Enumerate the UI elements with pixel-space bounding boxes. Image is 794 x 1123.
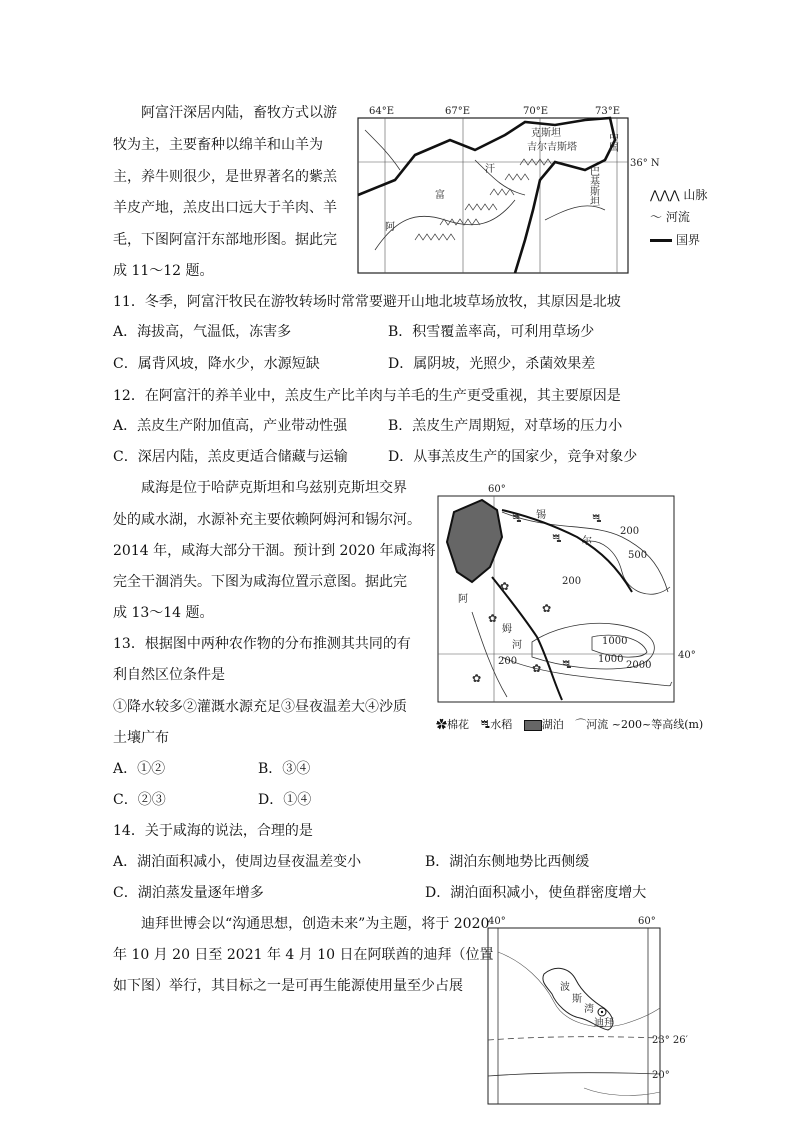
country-label: 克斯坦 [531,128,561,139]
cotton-icon: ✿ [488,612,498,625]
q12-option-d[interactable]: D．从事羔皮生产的国家少，竞争对象少 [388,449,638,465]
cotton-icon: ✿ [436,718,447,731]
q12-stem: 12．在阿富汗的养羊业中，羔皮生产比羊肉与羊毛的生产更受重视，其主要原因是 [113,388,621,404]
intro1-line: 牧为主，主要畜种以绵羊和山羊为 [113,137,323,153]
dubai-map [484,912,690,1108]
lon-label: 67°E [445,106,471,117]
gulf-label: 斯 [572,994,582,1005]
contour-icon: ~ [611,718,621,731]
rice-icon: ꗀ [512,512,522,525]
river-label: 锡 [536,510,546,521]
river-icon: 〜 [650,210,663,224]
lon-label: 60° [638,916,656,927]
rice-icon: ꗀ [562,658,572,671]
q13-option-b[interactable]: B．③④ [258,761,311,777]
intro1-line: 羊皮产地，羔皮出口远大于羊肉、羊 [113,200,337,216]
country-label: 中国 [606,132,618,152]
q12-option-a[interactable]: A．羔皮生产附加值高，产业带动性强 [113,418,348,434]
intro1-line: 成 11～12 题。 [113,263,214,279]
q13-stem: ①降水较多②灌溉水源充足③昼夜温差大④沙质 [113,699,407,715]
contour-label: 500 [628,550,648,561]
river-icon: ⌒ [575,718,587,731]
map2-legend: ✿棉花 ꗀ水稻 湖泊 ⌒河流 ~200~等高线(m) [436,718,704,731]
legend-mountain: ⋀⋀⋀ 山脉 [650,188,708,202]
q13-option-d[interactable]: D．①④ [258,792,312,808]
border-icon [650,239,672,242]
q12-option-b[interactable]: B．羔皮生产周期短，对草场的压力小 [388,418,623,434]
contour-label: 2000 [626,660,652,671]
contour-label: 200 [498,656,518,667]
q11-stem: 11．冬季，阿富汗牧民在游牧转场时常常要避开山地北坡草场放牧，其原因是北坡 [113,294,621,310]
q14-stem: 14．关于咸海的说法，合理的是 [113,823,313,839]
lon-label: 64°E [369,106,395,117]
country-label: 汗 [485,164,495,175]
intro1-line: 阿富汗深居内陆，畜牧方式以游 [141,105,337,121]
lat-label: 20° [652,1070,670,1081]
gulf-label: 波 [560,982,570,993]
q11-option-d[interactable]: D．属阴坡，光照少，杀菌效果差 [388,356,596,372]
intro1-line: 毛，下图阿富汗东部地形图。据此完 [113,232,337,248]
q13-option-c[interactable]: C．②③ [113,792,166,808]
lat-label: 36° N [630,158,660,169]
country-label: 阿 [385,222,395,233]
intro3-line: 年 10 月 20 日至 2021 年 4 月 10 日在阿联酋的迪拜（位置 [113,947,494,963]
river-label: 尔 [582,536,592,547]
river-label: 阿 [458,594,468,605]
legend-border: 国界 [650,231,700,248]
river-label: 姆 [502,624,512,635]
cotton-icon: ✿ [542,602,552,615]
q14-option-a[interactable]: A．湖泊面积减小，使周边昼夜温差变小 [113,854,362,870]
intro1-line: 主，养牛则很少，是世界著名的紫羔 [113,169,337,185]
gulf-label: 湾 [584,1004,594,1015]
intro2-line: 处的咸水湖，水源补充主要依赖阿姆河和锡尔河。 [113,512,421,528]
mountain-icon: ⋀⋀⋀ [650,188,680,202]
cotton-icon: ✿ [500,580,510,593]
q11-option-b[interactable]: B．积雪覆盖率高，可利用草场少 [388,324,595,340]
cotton-icon: ✿ [472,672,482,685]
q11-option-a[interactable]: A．海拔高，气温低，冻害多 [113,324,292,340]
lat-label: 40° [678,650,696,661]
q13-stem: 土壤广布 [113,730,169,746]
intro3-line: 如下图）举行，其目标之一是可再生能源使用量至少占展 [113,978,463,994]
lon-label: 73°E [595,106,621,117]
q11-option-c[interactable]: C．属背风坡，降水少，水源短缺 [113,356,320,372]
intro2-line: 2014 年，咸海大部分干涸。预计到 2020 年咸海将 [113,543,436,559]
legend-river: 〜 河流 [650,210,690,224]
q13-stem: 利自然区位条件是 [113,667,225,683]
lat-label: 23° 26′ [652,1035,688,1046]
country-label: 吉尔吉斯塔 [527,142,577,153]
q13-option-a[interactable]: A．①② [113,761,166,777]
q14-option-d[interactable]: D．湖泊面积减小，使鱼群密度增大 [425,885,647,901]
lon-label: 40° [488,916,506,927]
intro2-line: 成 13～14 题。 [113,605,214,621]
contour-label: 1000 [598,654,624,665]
intro2-line: 咸海是位于哈萨克斯坦和乌兹别克斯坦交界 [141,480,407,496]
q13-stem: 13．根据图中两种农作物的分布推测其共同的有 [113,636,411,652]
intro3-line: 迪拜世博会以“沟通思想，创造未来”为主题，将于 2020 [141,916,490,932]
lake-icon [524,720,542,731]
city-label: 迪拜 [594,1018,614,1029]
cotton-icon: ✿ [532,662,542,675]
contour-label: 200 [620,526,640,537]
country-label: 富 [435,190,445,201]
afghanistan-map [355,100,660,278]
country-label: 巴基斯坦 [587,166,599,206]
q14-option-b[interactable]: B．湖泊东侧地势比西侧缓 [425,854,590,870]
contour-label: 1000 [602,636,628,647]
lon-label: 60° [488,484,506,495]
q14-option-c[interactable]: C．湖泊蒸发量逐年增多 [113,885,264,901]
lon-label: 70°E [523,106,549,117]
rice-icon: ꗀ [480,718,491,731]
contour-label: 200 [562,576,582,587]
rice-icon: ꗀ [592,512,602,525]
rice-icon: ꗀ [552,532,562,545]
aral-sea-map [432,482,704,714]
intro2-line: 完全干涸消失。下图为咸海位置示意图。据此完 [113,574,407,590]
q12-option-c[interactable]: C．深居内陆，羔皮更适合储藏与运输 [113,449,348,465]
river-label: 河 [512,640,522,651]
